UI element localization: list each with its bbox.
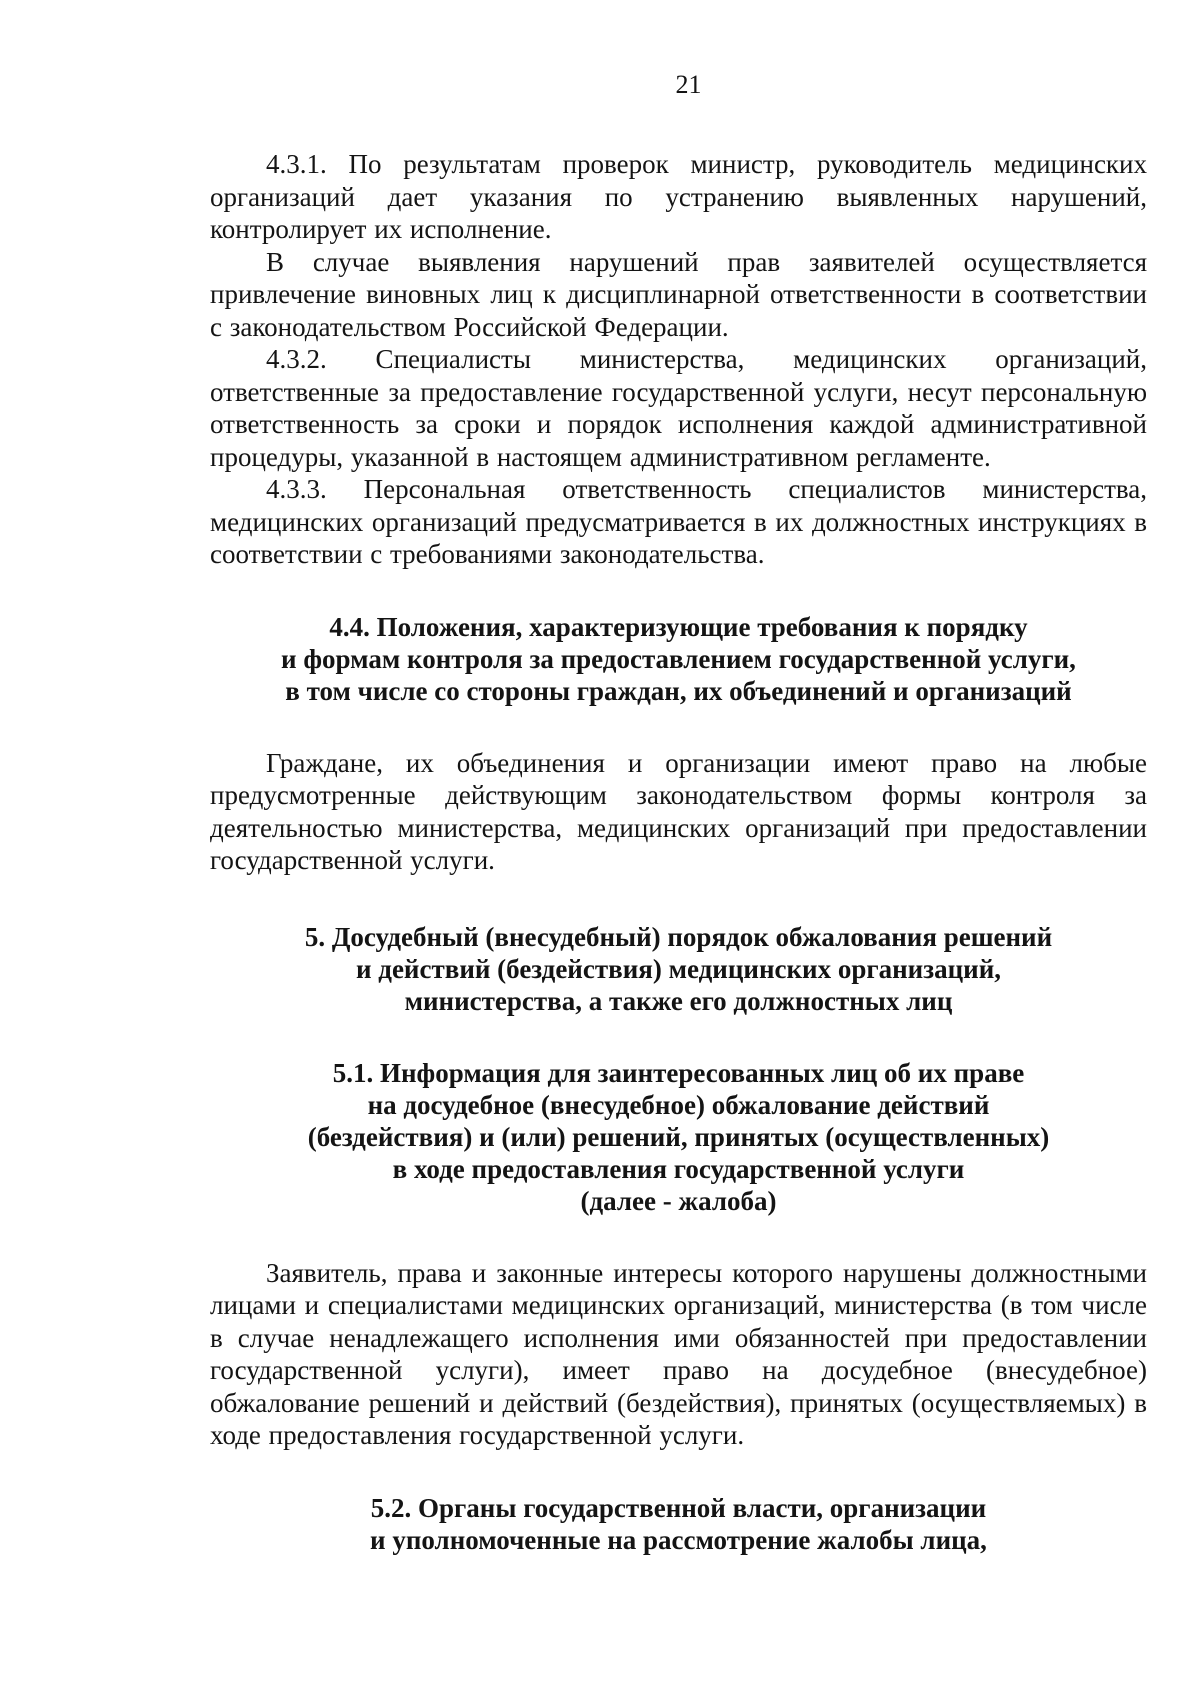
heading-line: на досудебное (внесудебное) обжалование действий	[367, 1089, 990, 1120]
heading-line: министерства, а также его должностных лиц	[404, 985, 953, 1016]
heading-5	[210, 921, 1147, 1017]
heading-line: в том числе со стороны граждан, их объединений и организаций	[285, 675, 1072, 706]
document-page	[210, 70, 1147, 1556]
heading-line: и действий (бездействия) медицинских организаций,	[355, 953, 1002, 984]
heading-line: 5.2. Органы государственной власти, организации	[370, 1492, 987, 1523]
paragraph-4-3-1: 4.3.1. По результатам проверок министр, руководитель медицинских организаций дает указания по устранению выявленных нарушений, контролирует их исполнение.	[210, 149, 1147, 244]
paragraph-5-1: Заявитель, права и законные интересы которого нарушены должностными лицами и специалистами медицинских организаций, министерства (в том числе в случае ненадлежащего исполнения ими обязанностей при предоставлении государственной услуги), имеет право на досудебное (внесудебное) обжалование решений и действий (бездействия), принятых (осуществляемых) в ходе предоставления государственной услуги.	[210, 1257, 1147, 1450]
paragraph-4-3-1-violations: В случае выявления нарушений прав заявителей осуществляется привлечение виновных лиц к дисциплинарной ответственности в соответствии с законодательством Российской Федерации.	[210, 246, 1147, 342]
heading-line: 5.1. Информация для заинтересованных лиц об их праве	[332, 1057, 1025, 1088]
heading-line: в ходе предоставления государственной услуги	[392, 1153, 965, 1184]
heading-4-4	[210, 611, 1147, 707]
heading-line: (далее - жалоба)	[580, 1185, 777, 1216]
heading-line: и формам контроля за предоставлением государственной услуги,	[281, 643, 1076, 674]
paragraph-4-3-2: 4.3.2. Специалисты министерства, медицинских организаций, ответственные за предоставление государственной услуги, несут персональную ответственность за сроки и порядок исполнения каждой административной процедуры, указанной в настоящем административном регламенте.	[210, 344, 1147, 472]
paragraph-4-3-3: 4.3.3. Персональная ответственность специалистов министерства, медицинских организаций предусматривается в их должностных инструкциях в соответствии с требованиями законодательства.	[210, 474, 1147, 569]
heading-line: и уполномоченные на рассмотрение жалобы лица,	[370, 1524, 987, 1555]
page-number: 21	[675, 70, 702, 99]
heading-5-2	[210, 1492, 1147, 1556]
heading-5-1	[210, 1057, 1147, 1217]
heading-line: 4.4. Положения, характеризующие требования к порядку	[329, 611, 1028, 642]
paragraph-4-4: Граждане, их объединения и организации имеют право на любые предусмотренные действующим законодательством формы контроля за деятельностью министерства, медицинских организаций при предоставлении государственной услуги.	[210, 747, 1147, 875]
heading-line: 5. Досудебный (внесудебный) порядок обжалования решений	[304, 921, 1053, 952]
heading-line: (бездействия) и (или) решений, принятых (осуществленных)	[307, 1121, 1050, 1152]
